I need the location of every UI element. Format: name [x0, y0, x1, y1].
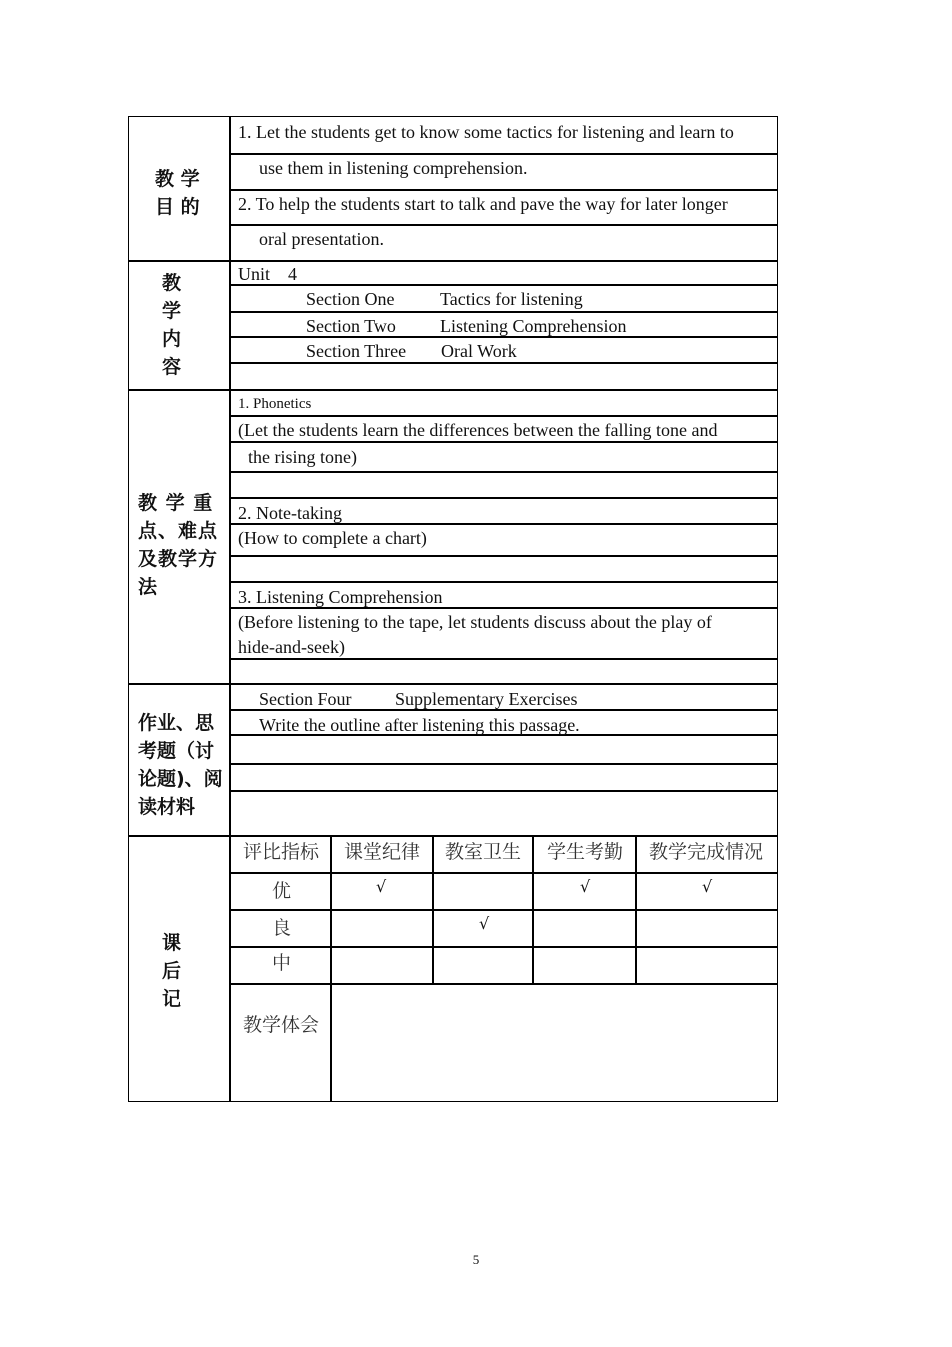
homework-label: 作业、思 考题（讨 论题)、阅 读材料: [138, 712, 223, 818]
section-topic-3: Oral Work: [441, 341, 517, 361]
row-line: [229, 153, 777, 155]
grid-line: [330, 835, 332, 1101]
section-name-2: Section Two: [306, 316, 396, 336]
key-point-line-3: the rising tone): [248, 447, 357, 467]
row-line: [229, 415, 777, 417]
key-point-line-2: (Let the students learn the differences between the falling tone and: [238, 420, 718, 440]
row-line: [229, 790, 777, 792]
section-topic-1: Tactics for listening: [440, 289, 583, 309]
row-line: [229, 872, 777, 874]
row-line: [229, 581, 777, 583]
grade-excellent: 优: [272, 880, 292, 902]
page-number: 5: [472, 1252, 480, 1267]
objectives-label: 教 学 目 的: [155, 168, 200, 218]
section-name-3: Section Three: [306, 341, 407, 361]
unit-title: Unit 4: [238, 264, 298, 284]
key-point-line-1: 1. Phonetics: [238, 396, 312, 412]
check-mark: √: [376, 877, 387, 896]
key-point-line-6: 3. Listening Comprehension: [238, 587, 443, 607]
row-line: [229, 909, 777, 911]
row-line: [229, 763, 777, 765]
grade-medium: 中: [272, 952, 292, 974]
eval-header-discipline: 课堂纪律: [344, 841, 421, 863]
row-line: [229, 983, 777, 985]
objective-line-2: use them in listening comprehension.: [259, 158, 528, 178]
row-line: [229, 441, 777, 443]
key-point-line-4: 2. Note-taking: [238, 503, 342, 523]
check-mark: √: [479, 914, 490, 933]
key-point-line-7: (Before listening to the tape, let students discuss about the play of: [238, 612, 712, 632]
check-mark: √: [580, 877, 591, 896]
afterclass-label: 课 后 记: [162, 932, 182, 1010]
eval-header-hygiene: 教室卫生: [445, 841, 522, 863]
row-line: [229, 497, 777, 499]
check-mark: √: [702, 877, 713, 896]
section-name-1: Section One: [306, 289, 395, 309]
key-point-line-5: (How to complete a chart): [238, 528, 427, 548]
section-topic-2: Listening Comprehension: [440, 316, 627, 336]
objective-line-3: 2. To help the students start to talk and pave the way for later longer: [238, 194, 728, 214]
homework-section-name: Section Four: [259, 689, 352, 709]
row-line: [229, 555, 777, 557]
row-line: [229, 284, 777, 286]
key-points-label: 教 学 重 点、难点 及教学方 法: [138, 492, 219, 598]
eval-header-attendance: 学生考勤: [547, 841, 624, 863]
homework-task: Write the outline after listening this passage.: [259, 715, 580, 735]
row-line: [229, 471, 777, 473]
eval-header-criteria: 评比指标: [243, 841, 320, 863]
row-line: [229, 224, 777, 226]
lesson-plan-table: [128, 116, 778, 1102]
section-line: [129, 389, 777, 391]
row-line: [229, 946, 777, 948]
content-label: 教 学 内 容: [162, 272, 182, 378]
key-point-line-8: hide-and-seek): [238, 637, 345, 657]
reflection-label: 教学体会: [243, 1014, 320, 1036]
row-line: [229, 311, 777, 313]
grade-good: 良: [272, 917, 292, 939]
label-column-divider: [229, 117, 231, 1101]
row-line: [229, 189, 777, 191]
section-line: [129, 683, 777, 685]
row-line: [229, 362, 777, 364]
row-line: [229, 658, 777, 660]
objective-line-4: oral presentation.: [259, 229, 384, 249]
homework-section-topic: Supplementary Exercises: [395, 689, 578, 709]
section-line: [129, 260, 777, 262]
objective-line-1: 1. Let the students get to know some tactics for listening and learn to: [238, 122, 734, 142]
eval-header-completion: 教学完成情况: [649, 841, 764, 863]
